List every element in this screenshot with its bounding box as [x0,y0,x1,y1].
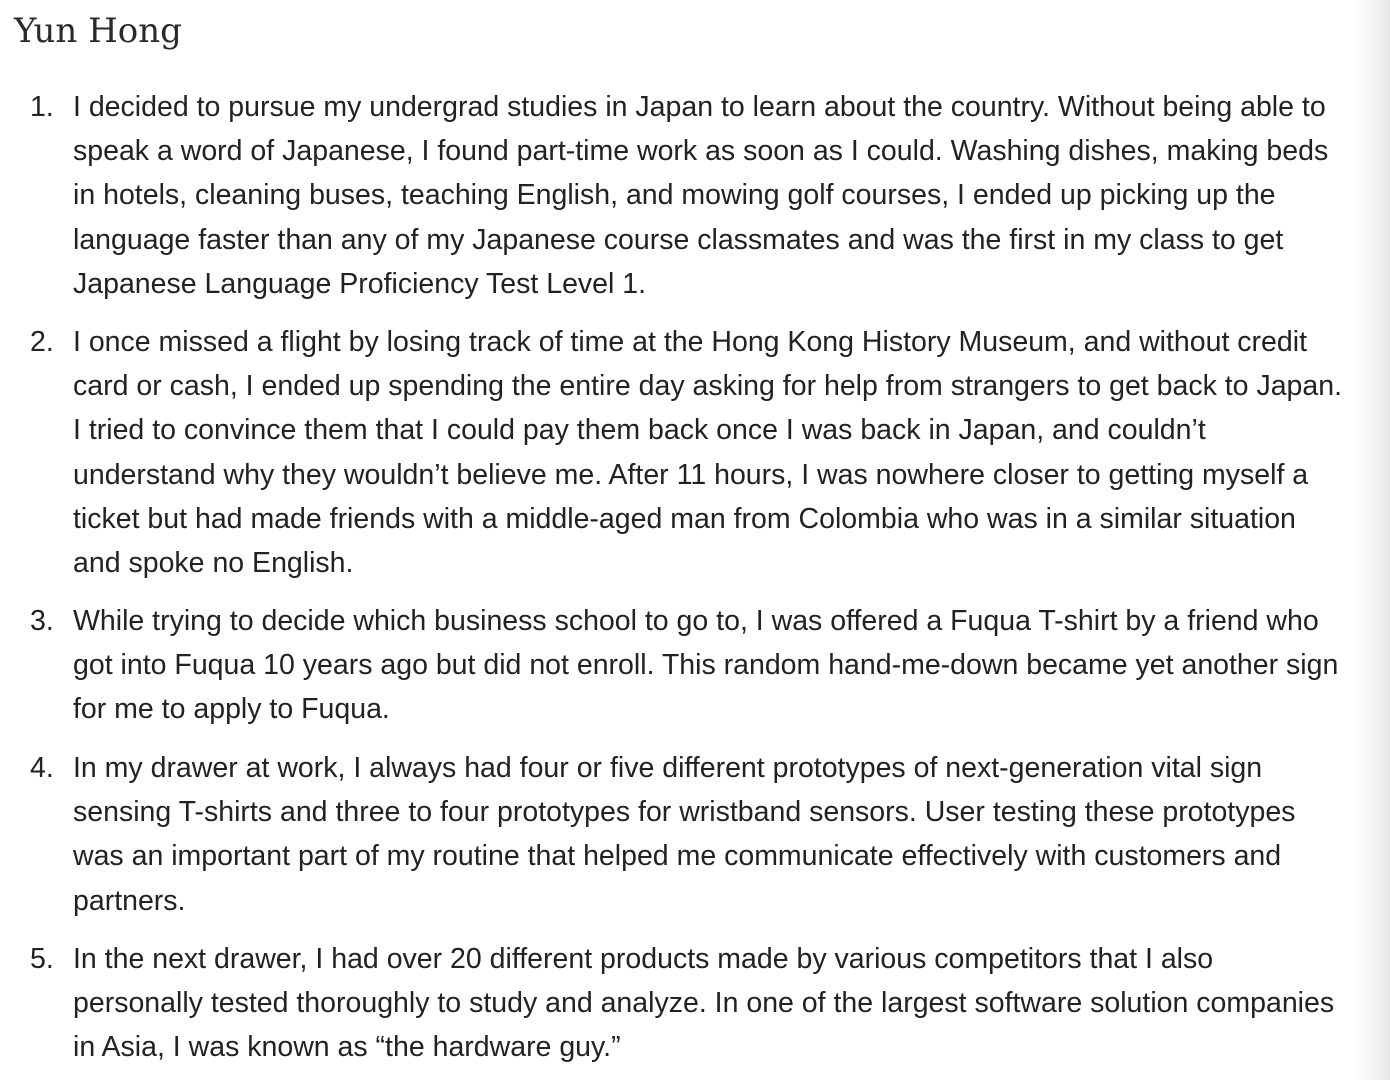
author-name: Yun Hong [14,11,182,51]
item-line: in hotels, cleaning buses, teaching English, and mowing golf courses, I ended up picking up the [73,179,1276,212]
item-line: I once missed a flight by losing track of time at the Hong Kong History Museum, and without credit [73,326,1308,358]
item-line: Japanese Language Proficiency Test Level 1. [73,267,647,300]
page-edge-shadow [1354,0,1390,1080]
item-line: language faster than any of my Japanese course classmates and was the first in my class to get [73,223,1284,256]
item-number: 3. [30,605,54,637]
item-line: personally tested thoroughly to study and analyze. In one of the largest software solution companies [73,987,1335,1020]
item-line: for me to apply to Fuqua. [73,693,390,726]
item-line: While trying to decide which business school to go to, I was offered a Fuqua T-shirt by a friend who [73,605,1319,637]
item-line: In my drawer at work, I always had four or five different prototypes of next-generation vital sign [73,752,1263,784]
item-line: understand why they wouldn’t believe me. After 11 hours, I was nowhere closer to getting myself a [73,458,1309,491]
item-line: in Asia, I was known as “the hardware guy.” [73,1031,621,1064]
item-number: 4. [30,752,54,784]
item-line: sensing T-shirts and three to four prototypes for wristband sensors. User testing these prototypes [73,796,1296,829]
item-line: I tried to convince them that I could pay them back once I was back in Japan, and couldn’t [73,414,1206,447]
item-line: partners. [73,884,186,917]
item-line: I decided to pursue my undergrad studies in Japan to learn about the country. Without being able to [73,91,1326,123]
item-number: 5. [30,943,54,975]
item-line: speak a word of Japanese, I found part-time work as soon as I could. Washing dishes, making beds [73,135,1329,168]
item-number: 1. [30,91,54,123]
item-line: In the next drawer, I had over 20 different products made by various competitors that I also [73,943,1214,975]
item-line: got into Fuqua 10 years ago but did not enroll. This random hand-me-down became yet another sign [73,649,1339,682]
item-line: ticket but had made friends with a middle-aged man from Colombia who was in a similar situation [73,502,1296,535]
item-line: was an important part of my routine that helped me communicate effectively with customers and [73,840,1282,873]
item-line: and spoke no English. [73,547,354,579]
item-number: 2. [30,326,54,358]
item-line: card or cash, I ended up spending the entire day asking for help from strangers to get back to Japan. [73,370,1343,403]
